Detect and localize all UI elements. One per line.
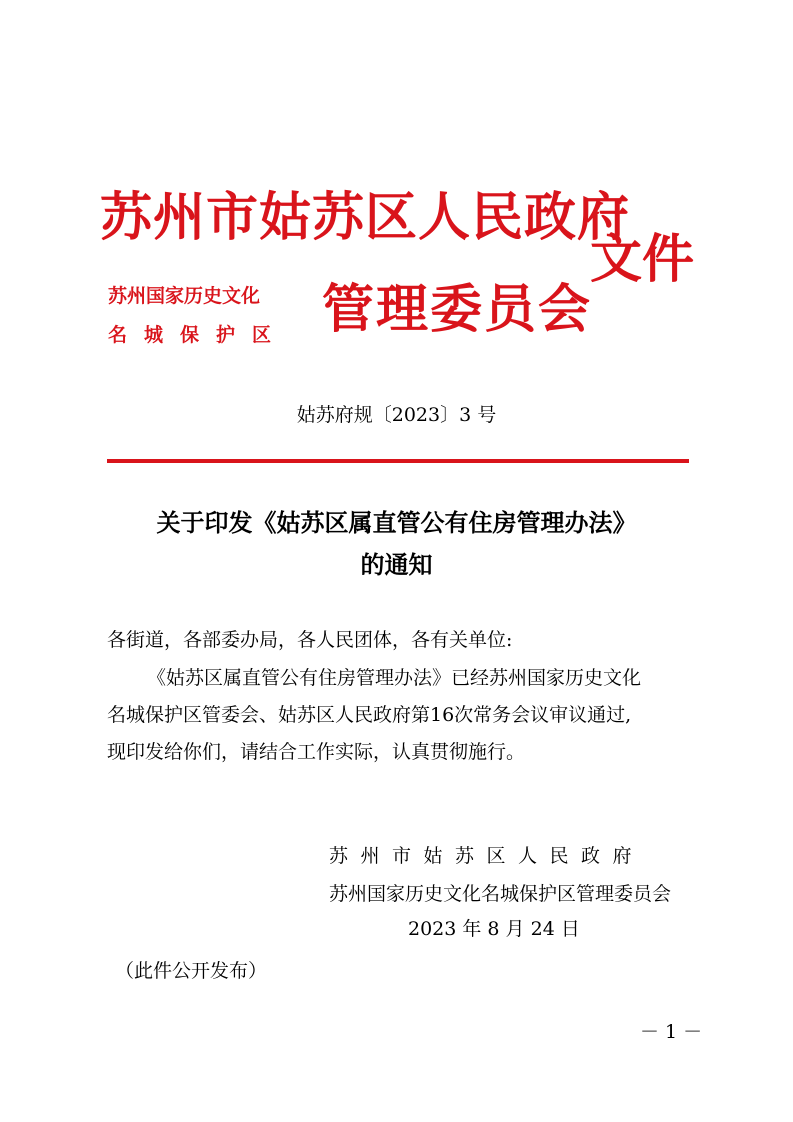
signature-issuer-government: 苏州市姑苏区人民政府: [329, 845, 645, 867]
signature-date: 2023 年 8 月 24 日: [408, 918, 580, 940]
signature-issuer-committee: 苏州国家历史文化名城保护区管理委员会: [329, 883, 672, 905]
red-divider: [107, 459, 689, 463]
masthead-protection-zone-line2: 名城保护区: [108, 324, 289, 346]
body-paragraph-line: 《姑苏区属直管公有住房管理办法》已经苏州国家历史文化: [147, 667, 642, 689]
document-title-line1: 关于印发《姑苏区属直管公有住房管理办法》: [156, 508, 637, 537]
masthead-document-label: 文件: [590, 229, 695, 290]
page-number: － 1 －: [640, 1021, 703, 1043]
body-paragraph-line: 现印发给你们，请结合工作实际，认真贯彻施行。: [107, 741, 526, 763]
salutation: 各街道，各部委办局，各人民团体，各有关单位:: [107, 629, 513, 651]
masthead-protection-zone-line1: 苏州国家历史文化: [108, 285, 261, 307]
masthead-management-committee: 管理委员会: [322, 279, 593, 340]
body-paragraph-line: 名城保护区管委会、姑苏区人民政府第16次常务会议审议通过,: [107, 704, 632, 726]
masthead-government-name: 苏州市姑苏区人民政府: [100, 187, 631, 248]
document-title-line2: 的通知: [360, 550, 433, 579]
release-note: （此件公开发布）: [115, 960, 268, 982]
document-number: 姑苏府规〔2023〕3 号: [296, 404, 497, 426]
